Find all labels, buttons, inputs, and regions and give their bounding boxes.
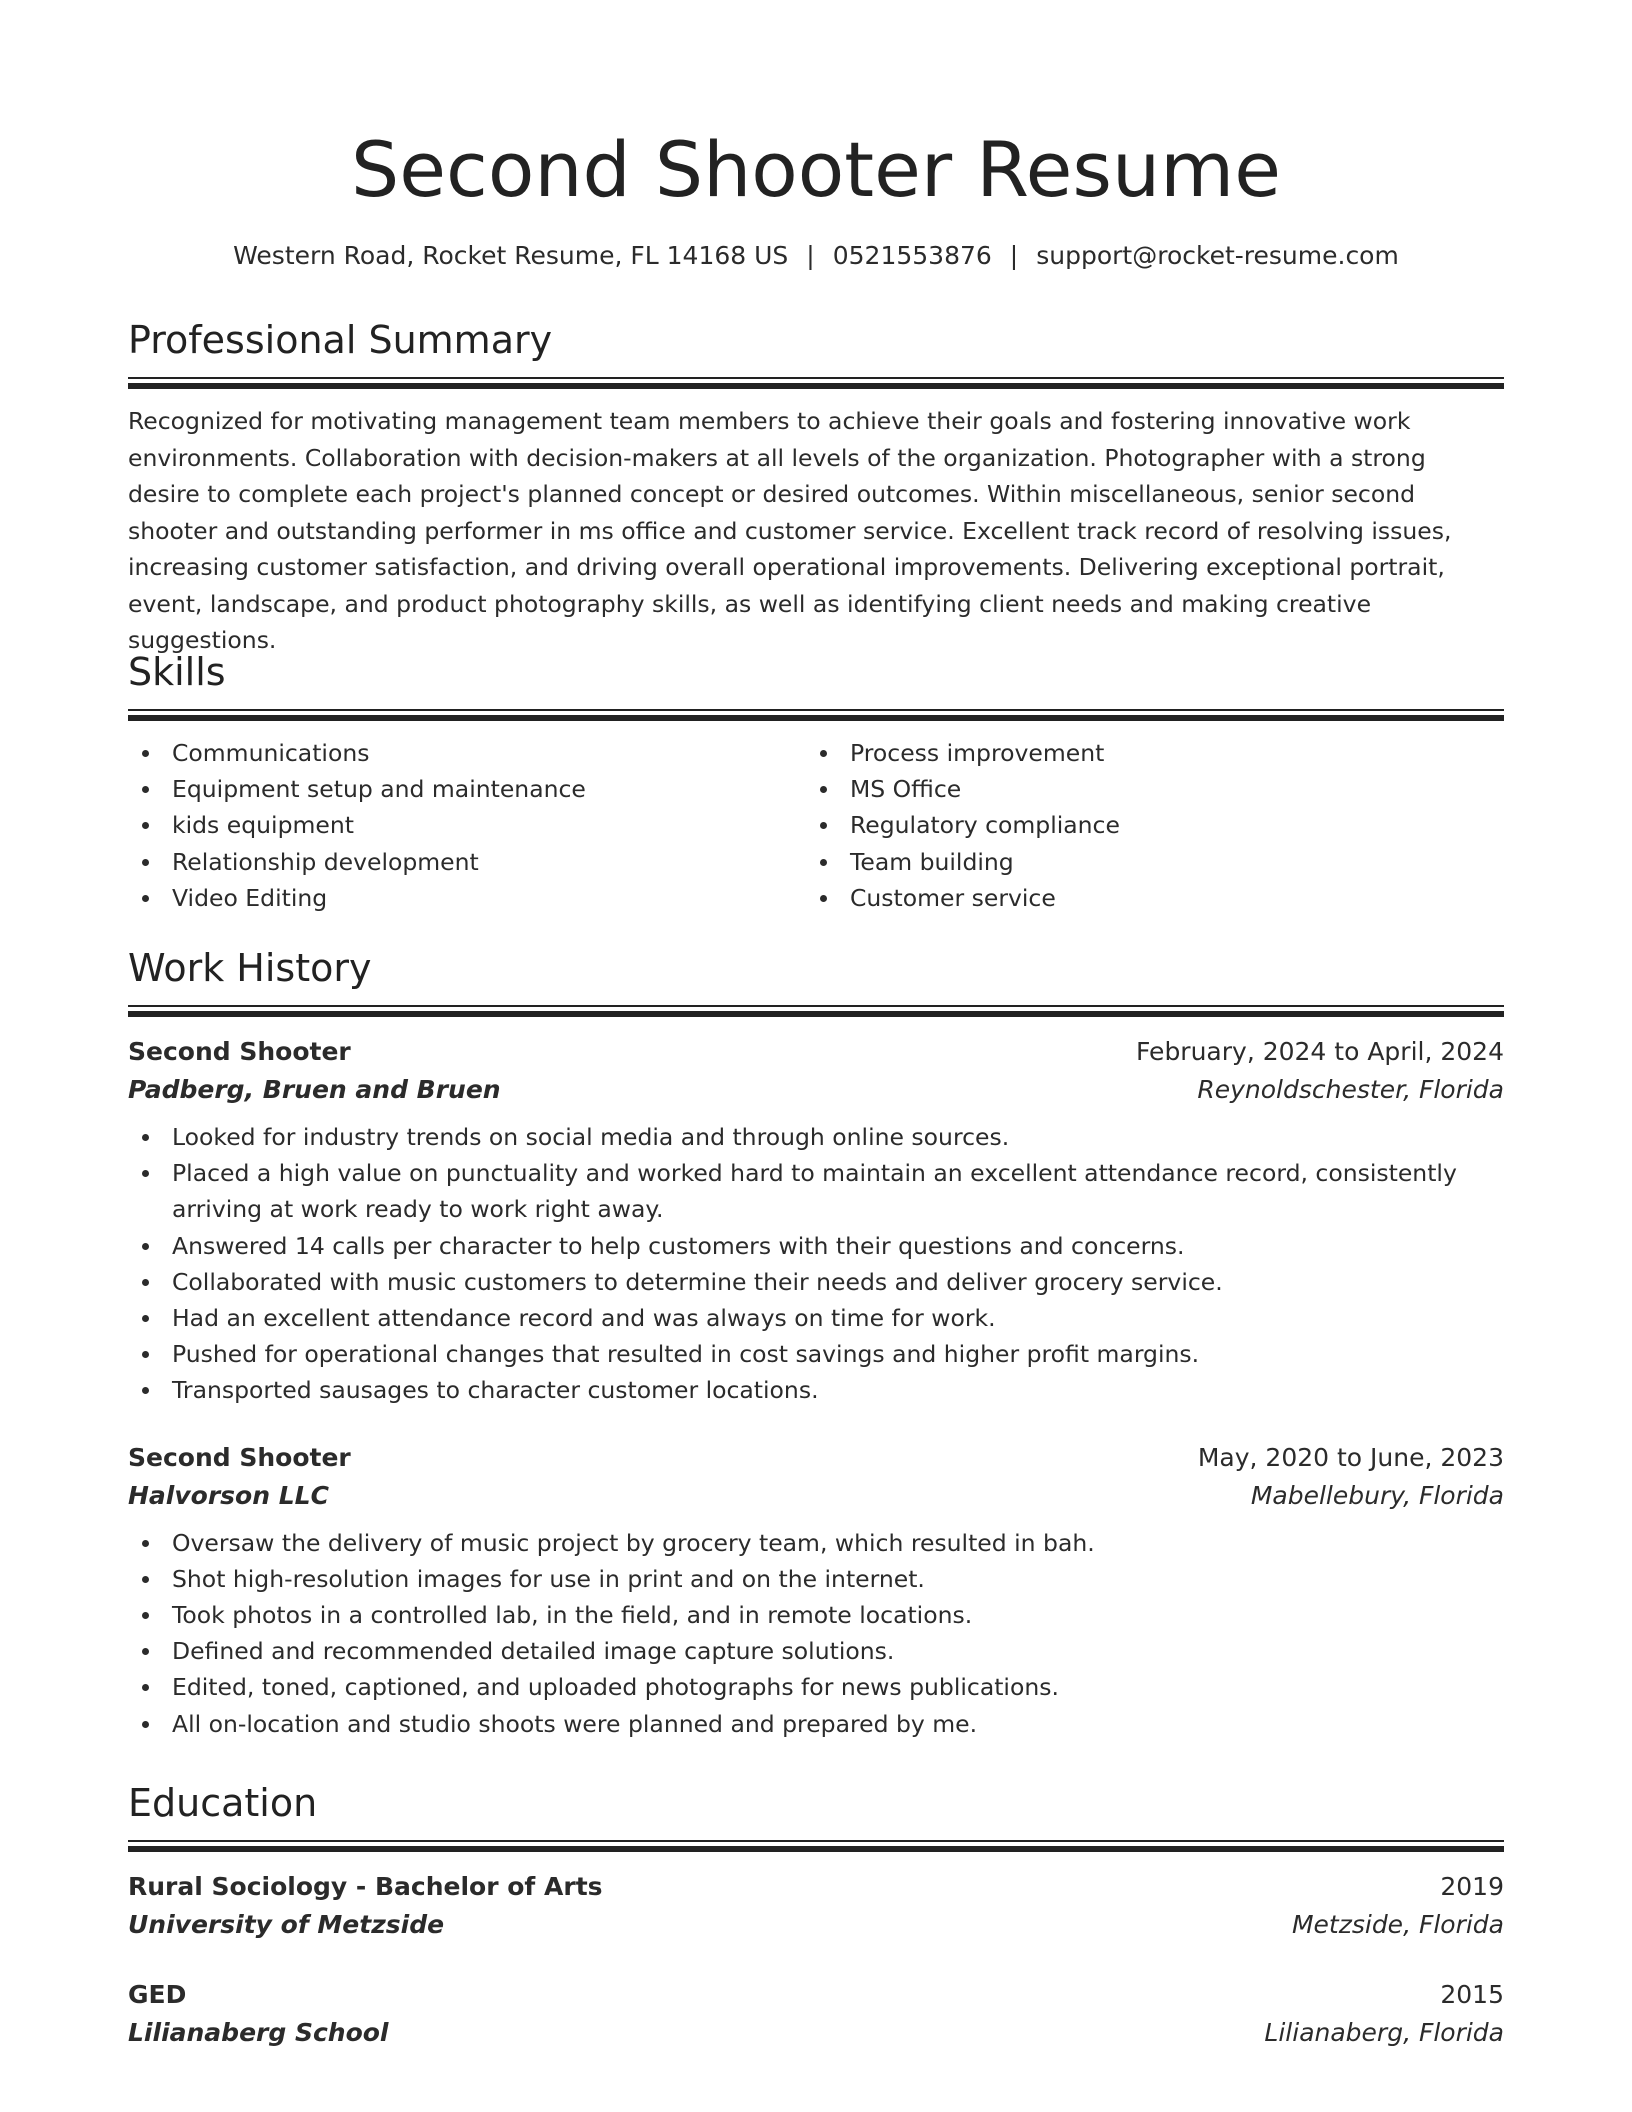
- skill-item: Video Editing: [128, 880, 806, 916]
- skill-item: MS Office: [806, 771, 1484, 807]
- job-location: Mabellebury, Florida: [1250, 1480, 1504, 1510]
- skill-item: Communications: [128, 735, 806, 771]
- education-school: University of Metzside: [128, 1910, 445, 1939]
- section-title: Work History: [128, 946, 372, 990]
- section-divider: [128, 709, 1504, 721]
- education-degree: GED: [128, 1980, 187, 2009]
- job-company: Halvorson LLC: [128, 1480, 329, 1510]
- education-subheader: [128, 2014, 1504, 2052]
- skill-item: Regulatory compliance: [806, 807, 1484, 843]
- contact-address: Western Road, Rocket Resume, FL 14168 US: [233, 241, 789, 270]
- job-bullet: Took photos in a controlled lab, in the field, and in remote locations.: [128, 1597, 1504, 1633]
- job-bullets: [128, 1119, 1504, 1409]
- work-section: [128, 943, 1504, 1742]
- skill-item: Customer service: [806, 880, 1484, 916]
- job-bullet: Answered 14 calls per character to help customers with their questions and concerns.: [128, 1228, 1504, 1264]
- contact-separator: |: [806, 241, 815, 270]
- section-divider: [128, 377, 1504, 389]
- job-bullet: Had an excellent attendance record and was always on time for work.: [128, 1300, 1504, 1336]
- skills-list-right: [806, 735, 1484, 916]
- job-bullet: Edited, toned, captioned, and uploaded photographs for news publications.: [128, 1669, 1504, 1705]
- skills-grid: [128, 735, 1504, 916]
- education-degree: Rural Sociology - Bachelor of Arts: [128, 1872, 603, 1901]
- education-year: 2019: [1440, 1872, 1504, 1901]
- job-bullet: Shot high-resolution images for use in print and on the internet.: [128, 1561, 1504, 1597]
- job-bullet: Collaborated with music customers to determine their needs and deliver grocery service.: [128, 1264, 1504, 1300]
- education-school: Lilianaberg School: [128, 2018, 389, 2047]
- education-subheader: [128, 1906, 1504, 1944]
- section-title: Education: [128, 1781, 318, 1825]
- job-dates: May, 2020 to June, 2023: [1197, 1442, 1504, 1472]
- skills-list-left: [128, 735, 806, 916]
- job-bullet: Transported sausages to character customer locations.: [128, 1372, 1504, 1408]
- skill-item: kids equipment: [128, 807, 806, 843]
- skill-item: Team building: [806, 844, 1484, 880]
- job-title: Second Shooter: [128, 1037, 351, 1066]
- education-entry: [128, 1976, 1504, 2052]
- summary-section: [128, 315, 1504, 659]
- job-bullet: All on-location and studio shoots were planned and prepared by me.: [128, 1706, 1504, 1742]
- section-title: Skills: [128, 650, 226, 694]
- job-header: [128, 1439, 1504, 1477]
- job-header: [128, 1033, 1504, 1071]
- section-divider: [128, 1005, 1504, 1017]
- job-title: Second Shooter: [128, 1442, 351, 1472]
- resume-title: Second Shooter Resume: [351, 125, 1281, 214]
- job-bullet: Oversaw the delivery of music project by grocery team, which resulted in bah.: [128, 1525, 1504, 1561]
- education-year: 2015: [1440, 1980, 1504, 2009]
- section-title: Professional Summary: [128, 318, 553, 362]
- skill-item: Relationship development: [128, 844, 806, 880]
- education-header: [128, 1868, 1504, 1906]
- job-bullet: Placed a high value on punctuality and worked hard to maintain an excellent attendance record, consistently arriving at work ready to work right away.: [128, 1155, 1504, 1227]
- job-subheader: [128, 1477, 1504, 1515]
- job-entry: [128, 1439, 1504, 1742]
- contact-email: support@rocket-resume.com: [1036, 241, 1399, 270]
- job-location: Reynoldschester, Florida: [1197, 1075, 1504, 1104]
- skills-section: [128, 647, 1504, 916]
- education-entry: [128, 1868, 1504, 1944]
- education-section: [128, 1778, 1504, 2052]
- education-location: Lilianaberg, Florida: [1264, 2018, 1504, 2047]
- summary-text: Recognized for motivating management team members to achieve their goals and fostering innovative work environments. Collaboration with decision-makers at all levels of the organization. Photographer with a strong desire to complete each project's planned concept or desired outcomes. Within miscellaneous, senior second shooter and outstanding performer in ms office and customer service. Excellent track record of resolving issues, increasing customer satisfaction, and driving overall operational improvements. Delivering exceptional portrait, event, landscape, and product photography skills, as well as identifying client needs and making creative suggestions.: [128, 407, 1452, 654]
- contact-line: [128, 238, 1504, 274]
- job-dates: February, 2024 to April, 2024: [1136, 1037, 1504, 1066]
- job-bullets: [128, 1525, 1504, 1742]
- education-header: [128, 1976, 1504, 2014]
- job-bullet: Looked for industry trends on social media and through online sources.: [128, 1119, 1504, 1155]
- contact-separator: |: [1009, 241, 1019, 270]
- education-location: Metzside, Florida: [1291, 1910, 1504, 1939]
- job-entry: [128, 1033, 1504, 1409]
- job-subheader: [128, 1071, 1504, 1109]
- skill-item: Process improvement: [806, 735, 1484, 771]
- job-bullet: Pushed for operational changes that resulted in cost savings and higher profit margins.: [128, 1336, 1504, 1372]
- job-bullet: Defined and recommended detailed image capture solutions.: [128, 1633, 1504, 1669]
- job-company: Padberg, Bruen and Bruen: [128, 1075, 501, 1104]
- section-divider: [128, 1840, 1504, 1852]
- contact-phone: 0521553876: [832, 241, 992, 270]
- skill-item: Equipment setup and maintenance: [128, 771, 806, 807]
